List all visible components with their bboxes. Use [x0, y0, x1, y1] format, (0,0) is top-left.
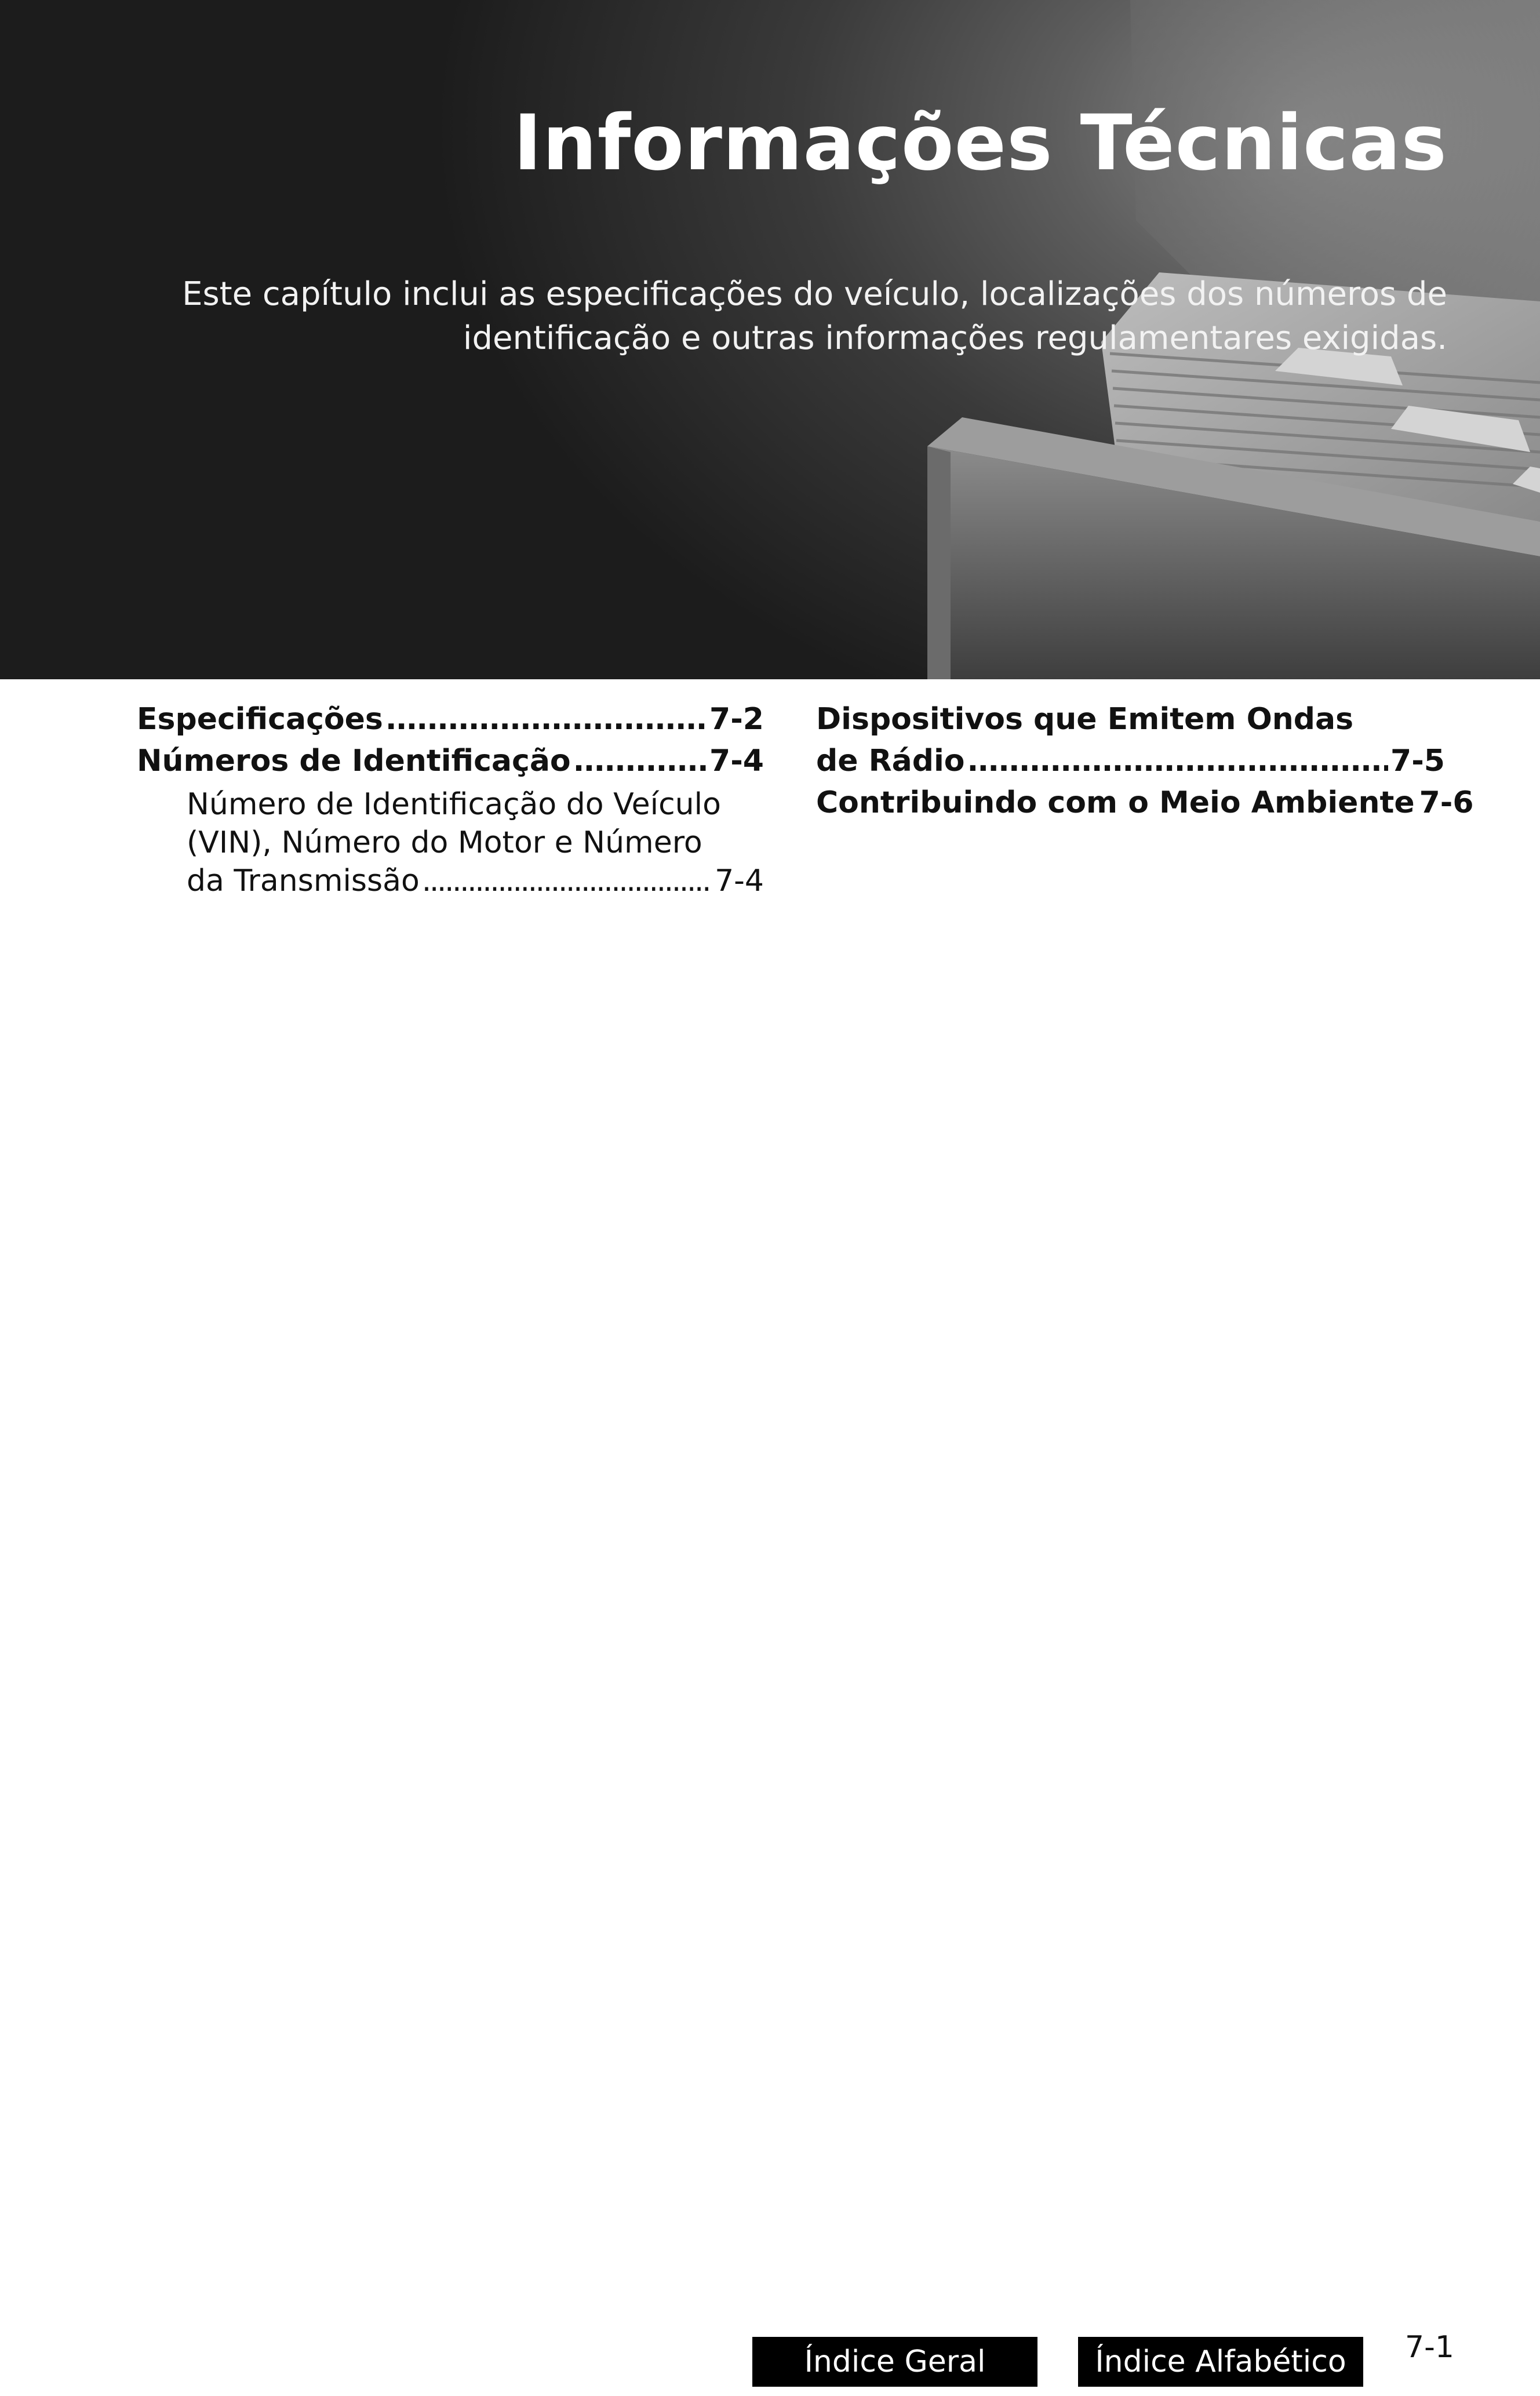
toc-leader-dots	[573, 740, 707, 782]
indice-geral-button[interactable]: Índice Geral	[752, 2337, 1037, 2387]
toc-entry-label: Números de Identificação	[137, 744, 571, 778]
toc-entry-page: 7-5	[1390, 744, 1445, 778]
toc-entry-page: 7-6	[1419, 785, 1474, 820]
page-number: 7-1	[1405, 2330, 1454, 2365]
toc-entry-line: Dispositivos que Emitem Ondas	[816, 702, 1354, 737]
toc-subentry-label: da Transmissão	[187, 864, 420, 898]
toc-subentry-line: Número de Identificação do Veículo	[187, 787, 721, 822]
toc-entry-numeros-identificacao[interactable]	[137, 740, 764, 782]
toc-entry-especificacoes[interactable]	[137, 698, 764, 740]
chapter-title: Informações Técnicas	[513, 99, 1447, 188]
chapter-banner	[0, 0, 1540, 679]
toc-entry-meio-ambiente[interactable]	[816, 782, 1474, 824]
toc-entry-label: de Rádio	[816, 744, 965, 778]
chapter-intro: Este capítulo inclui as especificações do veículo, localizações dos números de identificação e outras informações regulamentares exigidas.	[182, 275, 1447, 357]
toc-subentry-page: 7-4	[715, 864, 764, 898]
indice-alfabetico-button[interactable]: Índice Alfabético	[1078, 2337, 1363, 2387]
toc-right-column	[816, 698, 1474, 824]
toc-entry-page: 7-2	[709, 702, 764, 737]
toc-subentry-line: (VIN), Número do Motor e Número	[187, 825, 702, 860]
toc-subentry-vin[interactable]	[137, 785, 764, 900]
toc-entry-page: 7-4	[709, 744, 764, 778]
toc-leader-dots	[422, 862, 712, 900]
toc-entry-label: Especificações	[137, 702, 383, 737]
toc-entry-label: Contribuindo com o Meio Ambiente	[816, 785, 1415, 820]
toc-entry-dispositivos-radio[interactable]	[816, 698, 1445, 782]
toc-left-column	[137, 698, 764, 900]
toc-leader-dots	[385, 698, 707, 740]
toc-leader-dots	[967, 740, 1389, 782]
